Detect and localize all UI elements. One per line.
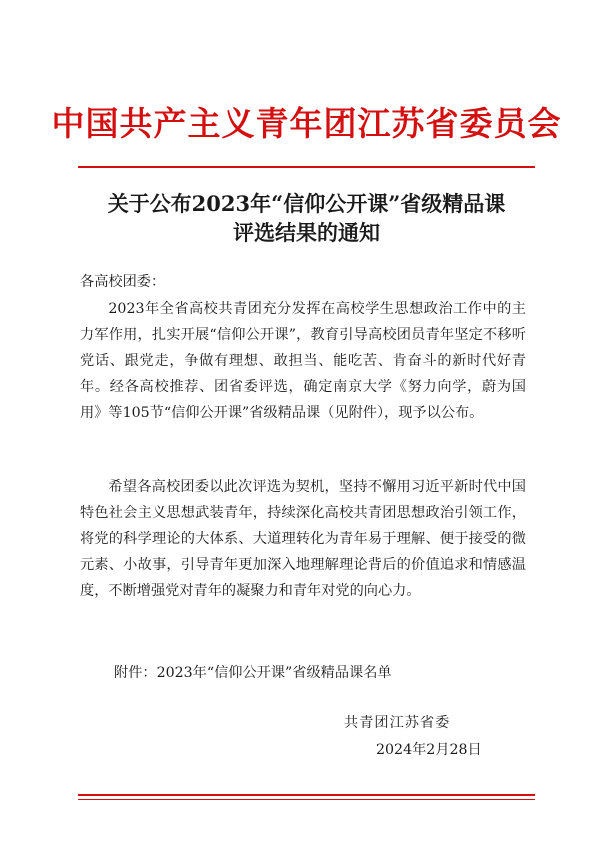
organization-header: 中国共产主义青年团江苏省委员会	[51, 104, 562, 143]
signature-date: 2024年2月28日	[376, 742, 482, 758]
document-title-line-1: 关于公布2023年“信仰公开课”省级精品课	[107, 191, 506, 216]
body-paragraph-2: 希望各高校团委以此次评选为契机，坚持不懈用习近平新时代中国特色社会主义思想武装青年，持续深化高校共青团思想政治引领工作，将党的科学理论的大体系、大道理转化为青年易于理解、便于接受的微元素、小故事，引导青年更加深入地理解理论背后的价值追求和情感温度，不断增强党对青年的凝聚力和青年对党的向心力。	[80, 479, 526, 599]
document-title-line-2: 评选结果的通知	[233, 220, 380, 245]
signature-organization: 共青团江苏省委	[344, 715, 451, 731]
attachment-note: 附件：2023年“信仰公开课”省级精品课名单	[114, 665, 392, 681]
footer-red-divider-thick	[78, 794, 535, 796]
footer-red-divider-thin	[78, 799, 535, 800]
header-red-divider	[78, 166, 535, 168]
salutation: 各高校团委：	[80, 274, 166, 290]
document-title	[60, 189, 553, 247]
body-paragraph-1: 2023年全省高校共青团充分发挥在高校学生思想政治工作中的主力军作用，扎实开展“信仰公开课”，教育引导高校团员青年坚定不移听党话、跟党走，争做有理想、敢担当、能吃苦、肯奋斗的新时代好青年。经各高校推荐、团省委评选，确定南京大学《努力向学，蔚为国用》等105节“信仰公开课”省级精品课（见附件），现予以公布。	[80, 301, 526, 421]
